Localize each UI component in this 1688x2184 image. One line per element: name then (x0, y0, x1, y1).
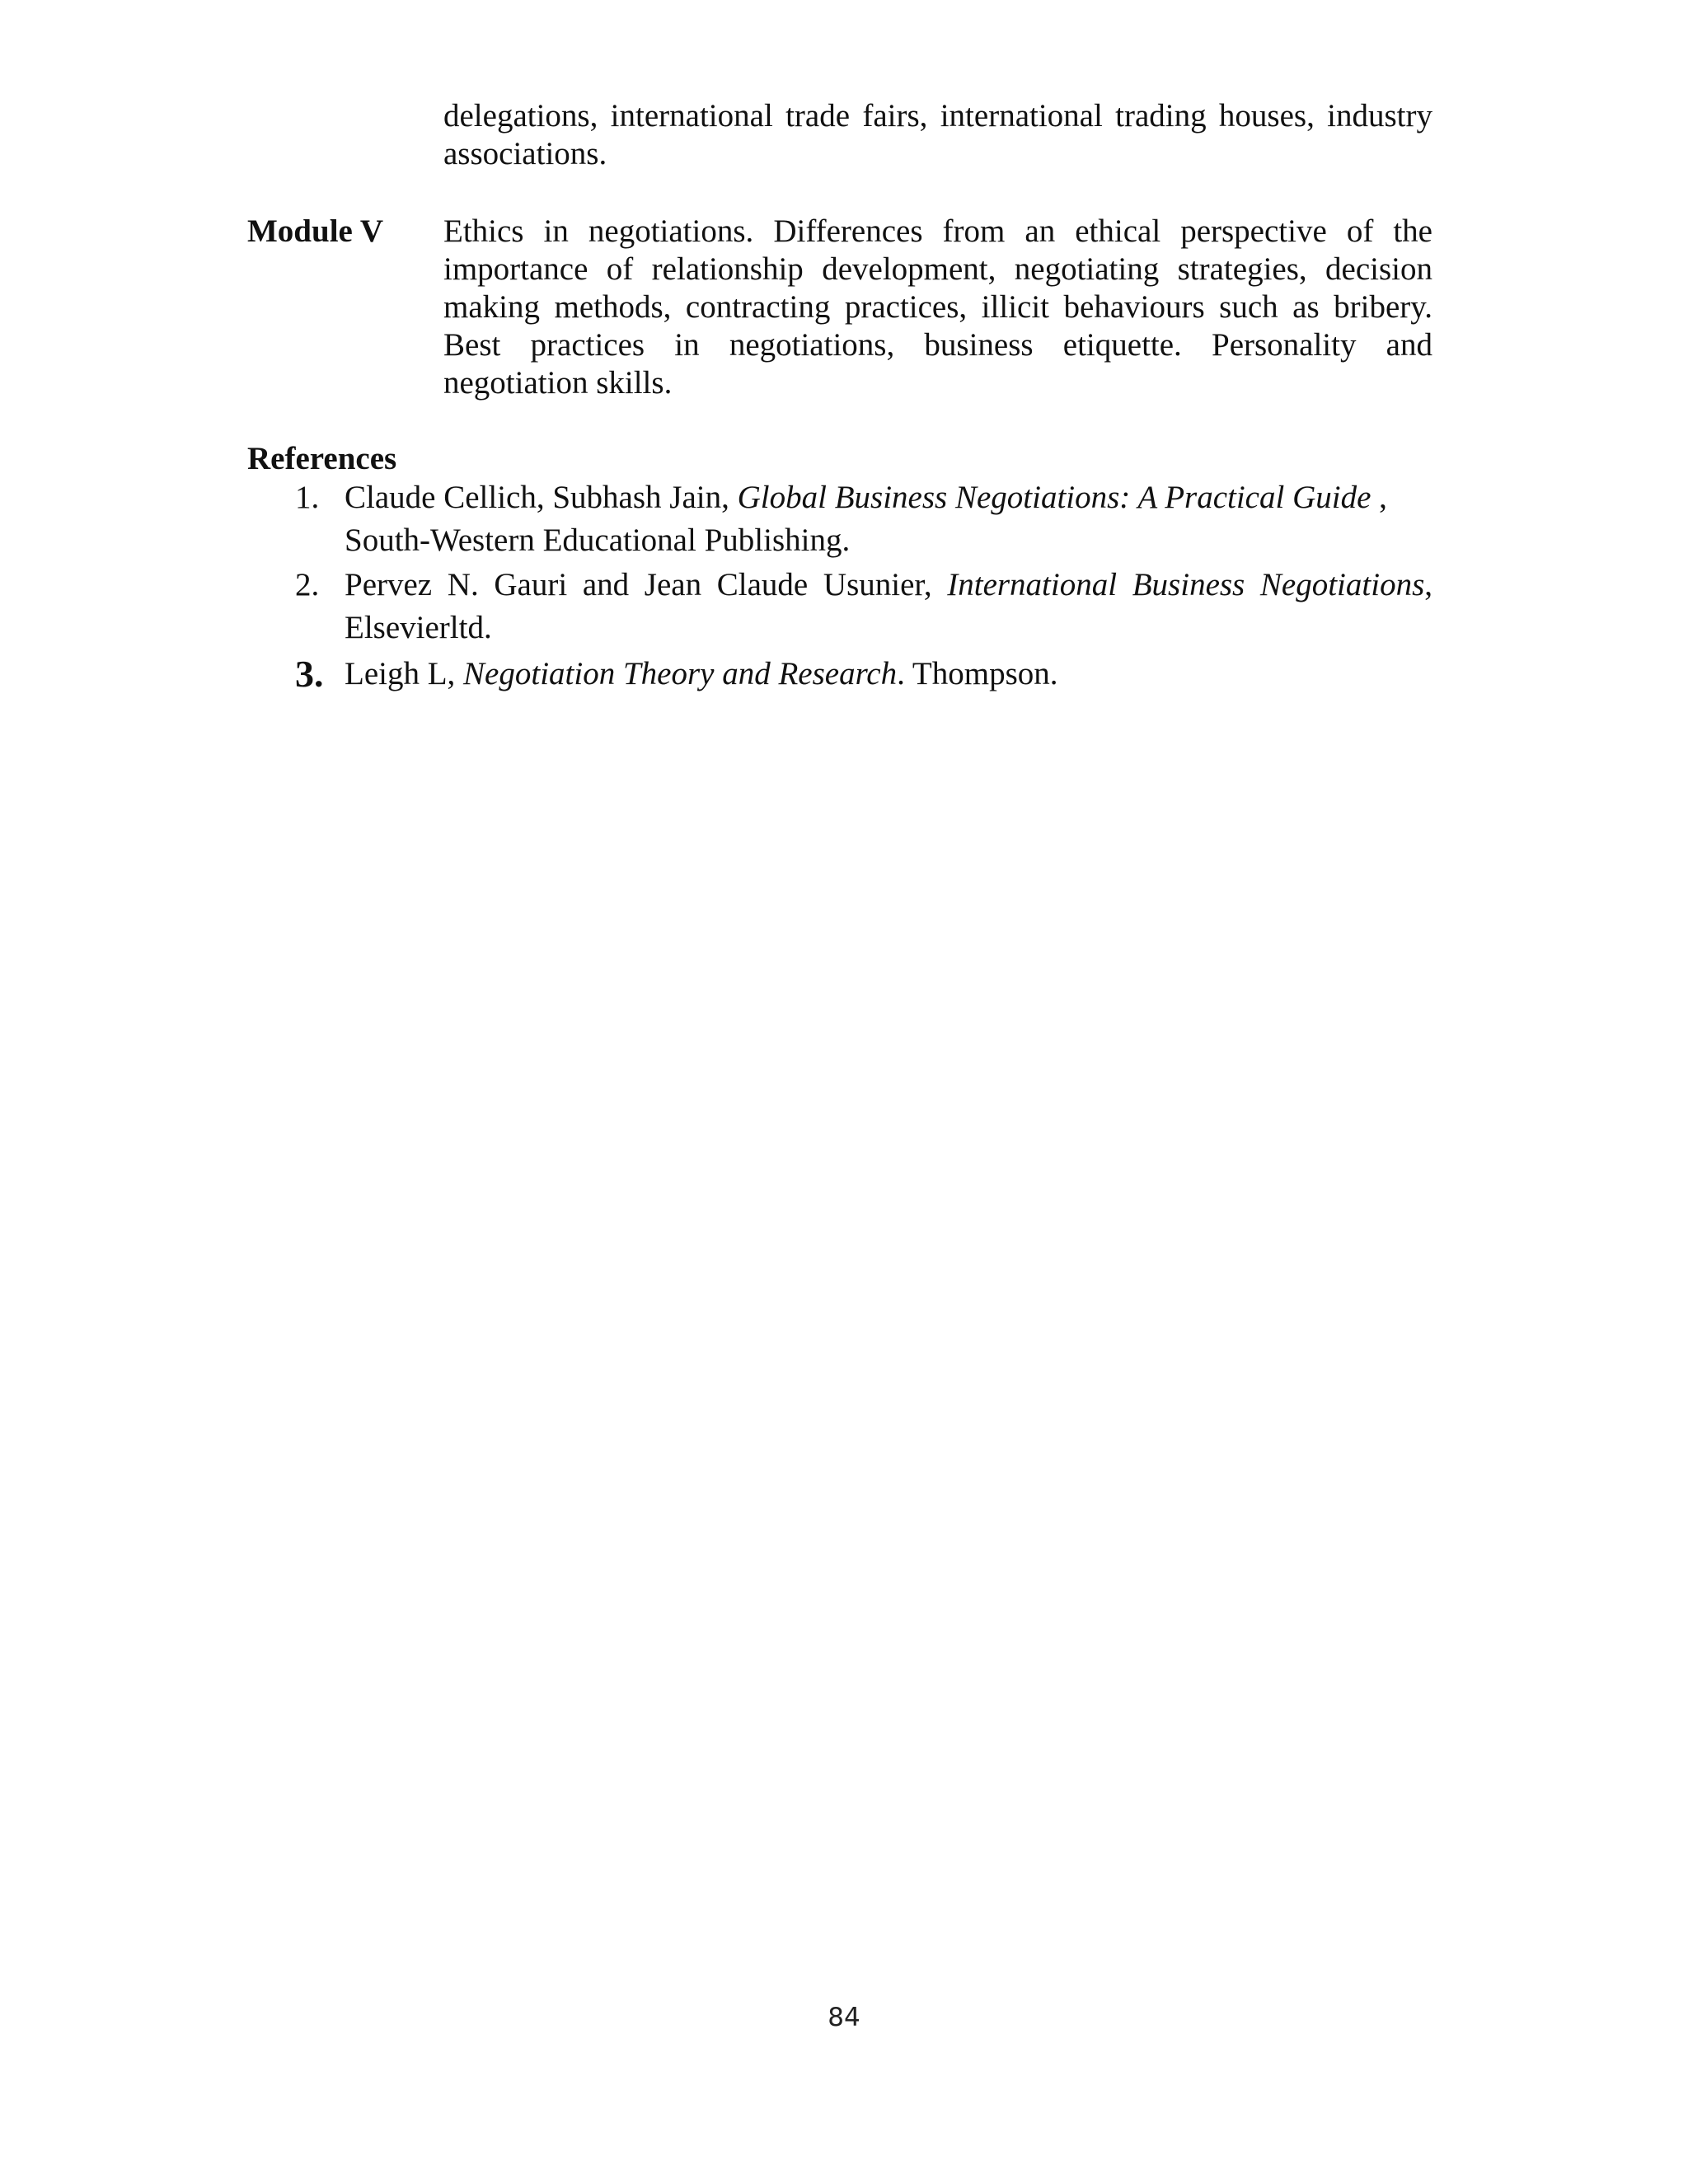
reference-suffix: , (1424, 567, 1432, 602)
reference-text (345, 564, 1432, 649)
reference-suffix: . Thompson. (897, 656, 1058, 691)
paragraph-line: associations. (443, 136, 607, 171)
page-number: 84 (828, 2003, 860, 2032)
reference-line (345, 476, 1432, 519)
reference-number: 2. (295, 567, 320, 602)
reference-line: Elsevierltd. (345, 610, 492, 645)
reference-number: 3. (295, 653, 324, 695)
reference-authors: Claude Cellich, Subhash Jain, (345, 480, 738, 515)
paragraph-line: negotiation skills. (443, 365, 673, 401)
reference-title: International Business Negotiations (947, 567, 1425, 602)
reference-line (345, 653, 1432, 696)
paragraph-line: delegations, international trade fairs, international trading houses, industry (443, 98, 1432, 134)
module-description (443, 213, 1432, 402)
reference-text (345, 476, 1432, 562)
reference-line (345, 564, 1432, 607)
reference-line: South-Western Educational Publishing. (345, 523, 851, 558)
reference-title: Global Business Negotiations: A Practical Guide (737, 480, 1372, 515)
reference-number: 1. (295, 480, 320, 515)
reference-authors: Leigh L, (345, 656, 464, 691)
module-label: Module V (247, 213, 384, 249)
continued-paragraph (443, 97, 1432, 173)
paragraph-line: importance of relationship development, negotiating strategies, decision (443, 251, 1432, 287)
reference-title: Negotiation Theory and Research (463, 656, 898, 691)
reference-text (345, 653, 1432, 696)
reference-authors: Pervez N. Gauri and Jean Claude Usunier, (345, 567, 948, 602)
reference-suffix: , (1371, 480, 1387, 515)
paragraph-line: Best practices in negotiations, business etiquette. Personality and (443, 327, 1432, 363)
paragraph-line: Ethics in negotiations. Differences from an ethical perspective of the (443, 213, 1432, 249)
paragraph-line: making methods, contracting practices, illicit behaviours such as bribery. (443, 289, 1432, 325)
references-heading: References (247, 441, 397, 476)
